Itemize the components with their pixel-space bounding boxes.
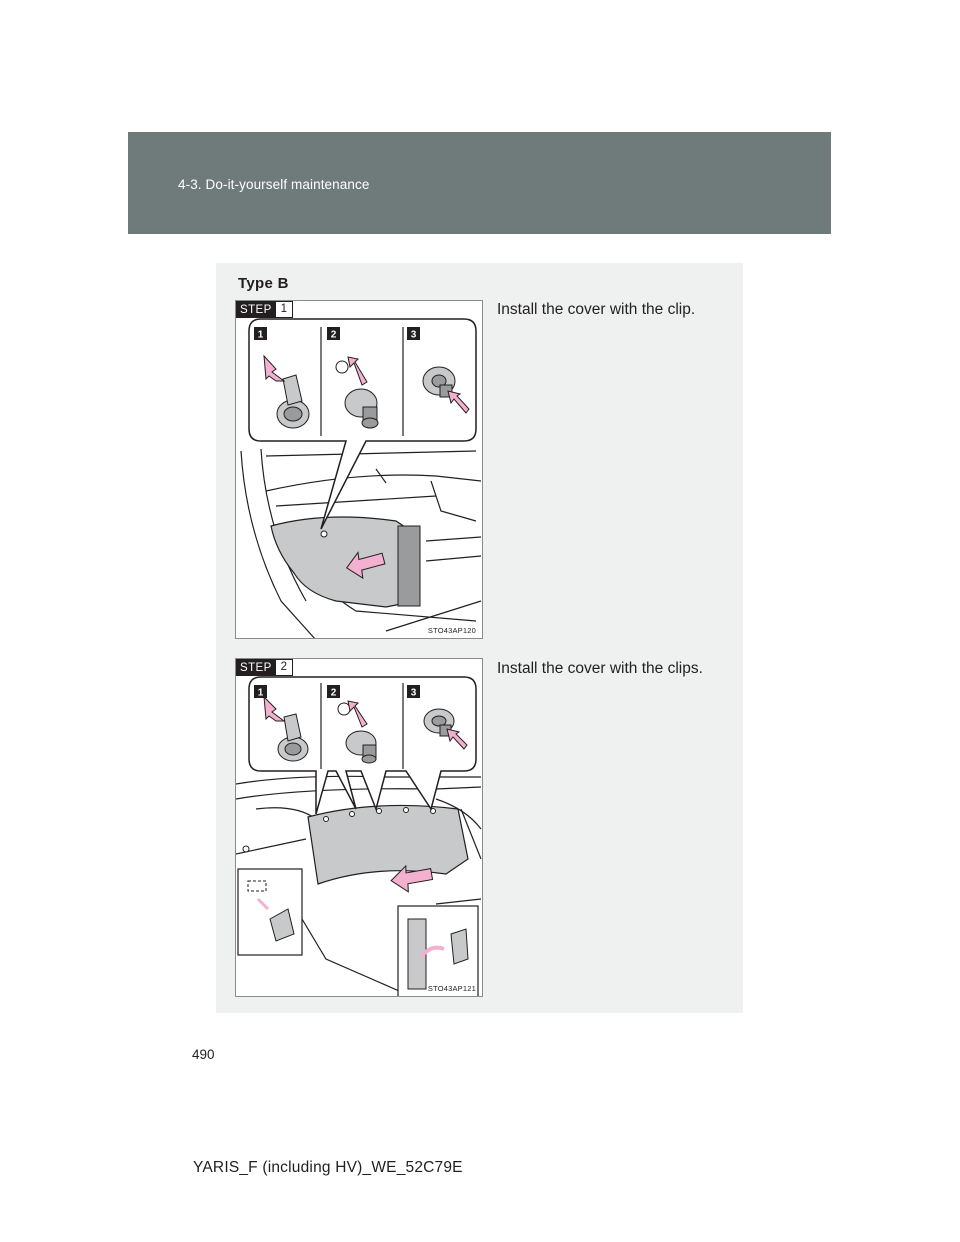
step-2-drawing xyxy=(236,659,483,997)
rear-cover-panel xyxy=(308,805,468,884)
figure-code: STO43AP121 xyxy=(427,984,476,993)
cover-bracket xyxy=(398,526,420,606)
step-label: STEP xyxy=(236,659,276,676)
clip-hole xyxy=(321,531,327,537)
svg-text:1: 1 xyxy=(257,687,264,699)
step-2-illustration xyxy=(235,658,483,997)
step-1-instruction: Install the cover with the clip. xyxy=(497,301,696,318)
side-cover-panel xyxy=(271,517,416,607)
type-heading: Type B xyxy=(238,275,289,292)
svg-text:3: 3 xyxy=(410,687,417,699)
document-code-footer: YARIS_F (including HV)_WE_52C79E xyxy=(193,1159,463,1176)
section-header-bar xyxy=(128,132,831,234)
step-1-drawing xyxy=(236,301,483,639)
section-title: 4-3. Do-it-yourself maintenance xyxy=(178,177,370,192)
figure-code: STO43AP120 xyxy=(427,626,476,635)
step-number: 2 xyxy=(276,659,293,676)
page-number: 490 xyxy=(192,1047,215,1062)
svg-text:3: 3 xyxy=(410,329,417,341)
step-label: STEP xyxy=(236,301,276,318)
svg-text:2: 2 xyxy=(330,329,337,341)
step-1-badge xyxy=(236,301,293,318)
type-b-panel xyxy=(216,263,743,1013)
step-2-badge xyxy=(236,659,293,676)
svg-text:2: 2 xyxy=(330,687,337,699)
step-1-illustration xyxy=(235,300,483,639)
svg-text:1: 1 xyxy=(257,329,264,341)
step-number: 1 xyxy=(276,301,293,318)
step-2-instruction: Install the cover with the clips. xyxy=(497,660,703,677)
